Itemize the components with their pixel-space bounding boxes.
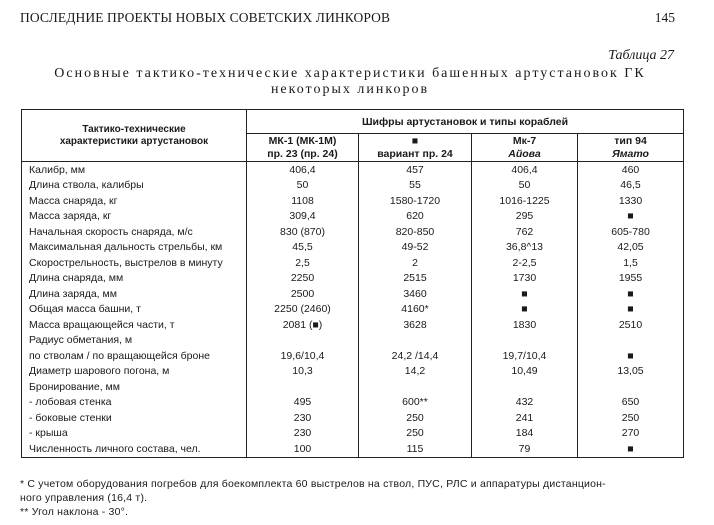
value-cell: 49-52 bbox=[359, 240, 472, 256]
value-cell: 620 bbox=[359, 209, 472, 225]
value-cell: 24,2 /14,4 bbox=[359, 348, 472, 364]
value-cell: 495 bbox=[247, 395, 359, 411]
column-header-bottom: Айова bbox=[508, 147, 541, 160]
value-cell: 42,05 bbox=[617, 241, 644, 254]
table-row bbox=[22, 240, 684, 256]
value-cell: 1108 bbox=[247, 193, 359, 209]
value-cell: 2 bbox=[359, 255, 472, 271]
value-cell: 250 bbox=[359, 410, 472, 426]
value-cell: 1580-1720 bbox=[359, 193, 472, 209]
footnote-1-line-1: * С учетом оборудования погребов для боекомплекта 60 выстрелов на ствол, ПУС, РЛС и аппаратуры дистанцион- bbox=[20, 478, 606, 490]
value-cell: 309,4 bbox=[247, 209, 359, 225]
value-cell: 10,49 bbox=[472, 364, 578, 380]
value-cell: ■ bbox=[627, 303, 634, 316]
value-cell: ■ bbox=[627, 349, 634, 362]
value-cell: 2510 bbox=[618, 318, 643, 331]
table-row bbox=[22, 286, 684, 302]
table-row bbox=[22, 410, 684, 426]
table-row bbox=[22, 302, 684, 318]
value-cell bbox=[247, 333, 359, 349]
characteristic-name: Начальная скорость снаряда, м/с bbox=[22, 224, 247, 240]
value-cell: 115 bbox=[359, 441, 472, 457]
footnotes bbox=[20, 477, 690, 519]
value-cell: 2081 (■) bbox=[247, 317, 359, 333]
footnote-1-line-2: ного управления (16,4 т). bbox=[20, 492, 148, 504]
value-cell: 184 bbox=[472, 426, 578, 442]
table-caption-line-1: Основные тактико-технические характеристики башенных артустановок ГК bbox=[54, 66, 646, 81]
value-cell: ■ bbox=[627, 442, 634, 455]
characteristic-name: - лобовая стенка bbox=[22, 395, 247, 411]
characteristic-name: - боковые стенки bbox=[22, 410, 247, 426]
characteristic-name: Радиус обметания, м bbox=[22, 333, 247, 349]
table-row bbox=[22, 178, 684, 194]
value-cell: 19,6/10,4 bbox=[247, 348, 359, 364]
column-header-top: Мк-7 bbox=[512, 134, 537, 147]
characteristics-header-line-2: характеристики артустановок bbox=[59, 135, 209, 147]
characteristic-name: Численность личного состава, чел. bbox=[22, 441, 247, 457]
value-cell: 46,5 bbox=[620, 179, 641, 192]
table-row bbox=[22, 395, 684, 411]
value-cell: 432 bbox=[472, 395, 578, 411]
column-header-bottom: вариант пр. 24 bbox=[377, 147, 453, 160]
value-cell: 1955 bbox=[618, 272, 643, 285]
value-cell bbox=[247, 379, 359, 395]
column-header-top: МК-1 (МК-1М) bbox=[268, 134, 337, 147]
value-cell: 2-2,5 bbox=[472, 255, 578, 271]
column-header-bottom: пр. 23 (пр. 24) bbox=[267, 147, 338, 160]
table-row bbox=[22, 193, 684, 209]
value-cell: 1730 bbox=[472, 271, 578, 287]
characteristic-name: по стволам / по вращающейся броне bbox=[22, 348, 247, 364]
value-cell: 2,5 bbox=[247, 255, 359, 271]
value-cell: 45,5 bbox=[247, 240, 359, 256]
table-row bbox=[22, 379, 684, 395]
running-head-title: ПОСЛЕДНИЕ ПРОЕКТЫ НОВЫХ СОВЕТСКИХ ЛИНКОРОВ bbox=[20, 10, 391, 25]
characteristic-name: Длина снаряда, мм bbox=[22, 271, 247, 287]
value-cell: 250 bbox=[359, 426, 472, 442]
value-cell: 830 (870) bbox=[247, 224, 359, 240]
characteristic-name: Скорострельность, выстрелов в минуту bbox=[22, 255, 247, 271]
value-cell: 55 bbox=[359, 178, 472, 194]
characteristic-name: Бронирование, мм bbox=[22, 379, 247, 395]
value-cell: 406,4 bbox=[247, 162, 359, 178]
value-cell: 600** bbox=[359, 395, 472, 411]
column-header-top: ■ bbox=[411, 134, 419, 147]
page-number: 145 bbox=[654, 10, 675, 25]
value-cell: 762 bbox=[472, 224, 578, 240]
value-cell: 406,4 bbox=[472, 162, 578, 178]
value-cell: 270 bbox=[621, 427, 640, 440]
table-row bbox=[22, 441, 684, 457]
characteristic-name: Диаметр шарового погона, м bbox=[22, 364, 247, 380]
value-cell: 13,05 bbox=[617, 365, 644, 378]
table-row bbox=[22, 333, 684, 349]
ship-codes-group-header: Шифры артустановок и типы кораблей bbox=[247, 110, 684, 134]
value-cell: 79 bbox=[472, 441, 578, 457]
value-cell bbox=[578, 379, 684, 395]
value-cell: 241 bbox=[472, 410, 578, 426]
value-cell: 50 bbox=[472, 178, 578, 194]
value-cell: 3628 bbox=[359, 317, 472, 333]
value-cell: 19,7/10,4 bbox=[472, 348, 578, 364]
value-cell: 457 bbox=[359, 162, 472, 178]
column-header-bottom: Ямато bbox=[612, 147, 649, 160]
table-row bbox=[22, 224, 684, 240]
characteristic-name: Масса заряда, кг bbox=[22, 209, 247, 225]
value-cell: ■ bbox=[627, 210, 634, 223]
characteristic-name: Калибр, мм bbox=[22, 162, 247, 178]
value-cell: 250 bbox=[621, 411, 640, 424]
table-caption-line-2: некоторых линкоров bbox=[270, 82, 430, 97]
characteristic-name: Длина ствола, калибры bbox=[22, 178, 247, 194]
value-cell: 14,2 bbox=[359, 364, 472, 380]
column-header-iowa bbox=[472, 134, 578, 162]
value-cell bbox=[472, 333, 578, 349]
value-cell: ■ bbox=[472, 286, 578, 302]
table-row bbox=[22, 255, 684, 271]
value-cell: 2250 (2460) bbox=[247, 302, 359, 318]
column-header-variant-24 bbox=[359, 134, 472, 162]
specifications-table bbox=[21, 109, 684, 458]
value-cell: ■ bbox=[472, 302, 578, 318]
value-cell bbox=[472, 379, 578, 395]
characteristics-header-line-1: Тактико-технические bbox=[82, 123, 186, 135]
table-row bbox=[22, 162, 684, 178]
column-header-yamato bbox=[578, 134, 684, 162]
value-cell: 230 bbox=[247, 426, 359, 442]
value-cell: 820-850 bbox=[359, 224, 472, 240]
value-cell: 2500 bbox=[247, 286, 359, 302]
value-cell: 2515 bbox=[359, 271, 472, 287]
characteristic-name: Масса снаряда, кг bbox=[22, 193, 247, 209]
characteristics-header bbox=[22, 110, 247, 162]
characteristic-name: Общая масса башни, т bbox=[22, 302, 247, 318]
value-cell: 100 bbox=[247, 441, 359, 457]
value-cell: 4160* bbox=[359, 302, 472, 318]
characteristic-name: Максимальная дальность стрельбы, км bbox=[22, 240, 247, 256]
value-cell: 3460 bbox=[359, 286, 472, 302]
value-cell: 650 bbox=[621, 396, 640, 409]
footnote-2: ** Угол наклона - 30°. bbox=[20, 506, 129, 518]
table-row bbox=[22, 317, 684, 333]
value-cell: 1830 bbox=[472, 317, 578, 333]
value-cell: 1016-1225 bbox=[472, 193, 578, 209]
value-cell: 605-780 bbox=[611, 225, 650, 238]
value-cell: 295 bbox=[472, 209, 578, 225]
table-body bbox=[22, 162, 684, 458]
column-header-mk1 bbox=[247, 134, 359, 162]
characteristic-name: - крыша bbox=[22, 426, 247, 442]
value-cell: 10,3 bbox=[247, 364, 359, 380]
table-row bbox=[22, 209, 684, 225]
table-label: Таблица 27 bbox=[608, 48, 674, 63]
characteristic-name: Длина заряда, мм bbox=[22, 286, 247, 302]
table-row bbox=[22, 348, 684, 364]
table-row bbox=[22, 426, 684, 442]
value-cell: 1,5 bbox=[623, 256, 638, 269]
table-row bbox=[22, 364, 684, 380]
value-cell: 2250 bbox=[247, 271, 359, 287]
value-cell: 1330 bbox=[618, 194, 643, 207]
value-cell bbox=[578, 333, 684, 349]
value-cell bbox=[359, 333, 472, 349]
value-cell: 36,8^13 bbox=[472, 240, 578, 256]
value-cell bbox=[359, 379, 472, 395]
value-cell: 230 bbox=[247, 410, 359, 426]
value-cell: 460 bbox=[621, 163, 640, 176]
characteristic-name: Масса вращающейся части, т bbox=[22, 317, 247, 333]
value-cell: 50 bbox=[247, 178, 359, 194]
table-row bbox=[22, 271, 684, 287]
value-cell: ■ bbox=[627, 287, 634, 300]
column-header-top: тип 94 bbox=[614, 134, 647, 147]
